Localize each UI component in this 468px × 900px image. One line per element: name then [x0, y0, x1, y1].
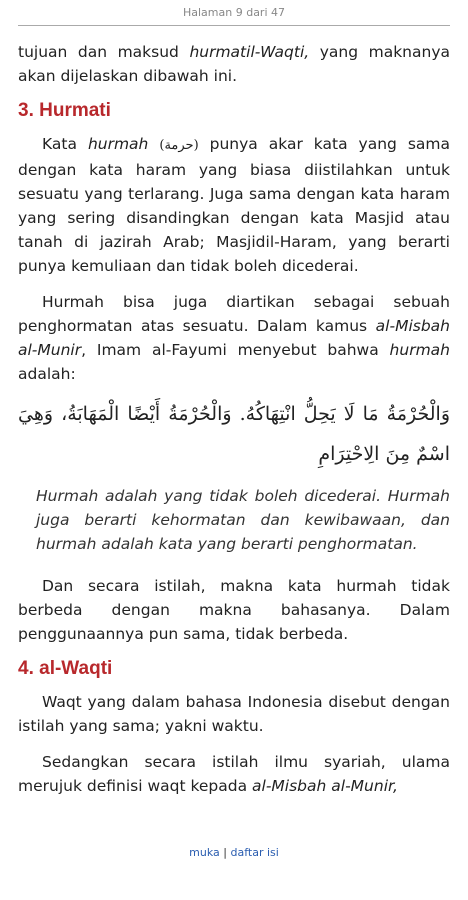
hurmah-definition-paragraph — [18, 132, 450, 278]
para-text-mid: , Imam al-Fayumi menyebut bahwa — [81, 341, 390, 359]
intro-text: tujuan dan maksud — [18, 43, 190, 61]
arabic-term: (حرمة) — [159, 138, 199, 153]
home-link[interactable]: muka — [189, 846, 220, 859]
page-indicator: Halaman 9 dari 47 — [182, 6, 286, 19]
section-heading-al-waqti: 4. al-Waqti — [18, 658, 113, 679]
page-footer — [0, 846, 468, 859]
header-divider — [18, 25, 450, 26]
para-text: Sedangkan secara istilah ilmu syariah, ulama merujuk definisi waqt kepada — [18, 753, 450, 795]
waqt-language-paragraph: Waqt yang dalam bahasa Indonesia disebut dengan istilah yang sama; yakni waktu. — [18, 693, 450, 735]
intro-paragraph — [18, 40, 450, 88]
italic-term: hurmah — [389, 341, 450, 359]
para-text: Hurmah bisa juga diartikan sebagai sebuah penghormatan atas sesuatu. Dalam kamus — [18, 293, 450, 335]
para-text-end: adalah: — [18, 365, 76, 383]
para-text: Kata — [42, 135, 88, 153]
translation-quote: Hurmah adalah yang tidak boleh dicederai. Hurmah juga berarti kehormatan dan kewibawaan, dan hurmah adalah kata yang berarti penghormatan. — [36, 487, 450, 553]
table-of-contents-link[interactable]: daftar isi — [230, 846, 279, 859]
italic-term: hurmah — [87, 135, 149, 153]
document-body — [18, 40, 450, 798]
intro-text-rest: yang maknanya akan dijelaskan dibawah ini. — [18, 43, 450, 85]
footer-separator: | — [223, 846, 227, 859]
intro-italic-term: hurmatil-Waqti, — [189, 43, 310, 61]
hurmah-term-paragraph: Dan secara istilah, makna kata hurmah tidak berbeda dengan makna bahasanya. Dalam penggunaannya pun sama, tidak berbeda. — [18, 577, 450, 643]
hurmah-respect-paragraph — [18, 290, 450, 386]
book-title: al-Misbah al-Munir, — [252, 777, 398, 795]
section-heading-hurmati: 3. Hurmati — [18, 100, 111, 121]
waqt-term-paragraph — [18, 750, 450, 798]
arabic-quotation: وَالْحُرْمَةُ مَا لَا يَحِلُّ انْتِهَاكُهُ. وَالْحُرْمَةُ أَيْضًا الْمَهَابَةُ، وَهِيَ اسْمٌ مِنَ الِاحْتِرَامِ — [18, 403, 450, 465]
para-text-rest: punya akar kata yang sama dengan kata haram yang biasa diistilahkan untuk sesuatu yang terlarang. Juga sama dengan kata haram yang sering disandingkan dengan kata Masjid atau tanah di jazirah Arab; Masjidil-Haram, yang berarti punya kemuliaan dan tidak boleh dicederai. — [18, 135, 450, 275]
book-title: al-Misbah al-Munir — [18, 317, 450, 359]
